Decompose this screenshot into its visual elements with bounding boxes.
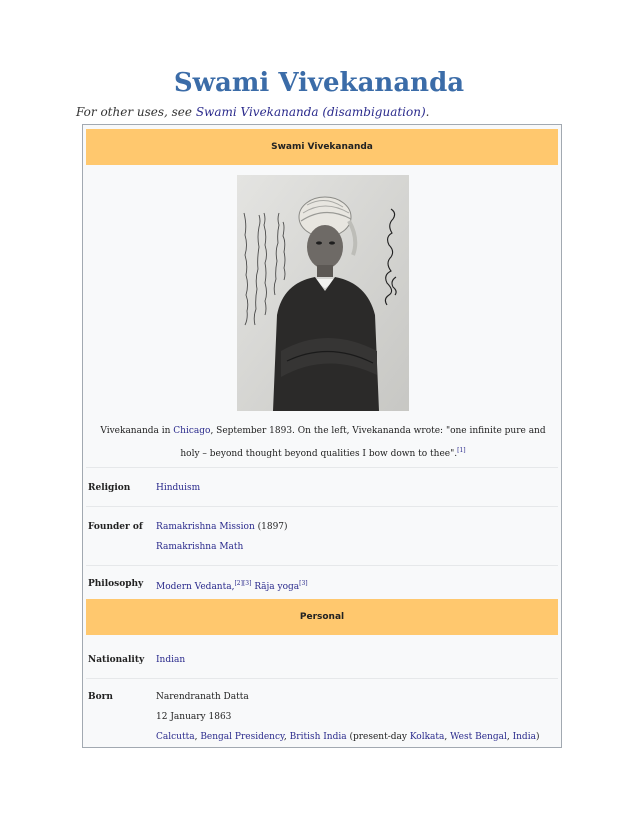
born-label: Born (88, 692, 113, 702)
nationality-value (156, 650, 185, 670)
nationality-label: Nationality (88, 655, 145, 665)
close-paren: ) (535, 732, 540, 742)
west-bengal-link[interactable]: West Bengal (450, 732, 507, 742)
hatnote-suffix: . (425, 105, 430, 119)
religion-label: Religion (88, 483, 131, 493)
portrait-photo[interactable] (237, 175, 409, 411)
personal-header: Personal (86, 599, 558, 635)
philosophy-value (156, 574, 308, 597)
infobox-header: Swami Vivekananda (86, 129, 558, 165)
indian-link[interactable]: Indian (156, 655, 186, 665)
modern-vedanta-link[interactable]: Modern Vedanta, (156, 582, 235, 592)
founder-value (156, 517, 288, 557)
disambiguation-link[interactable]: Swami Vivekananda (disambiguation) (195, 105, 426, 119)
birth-place: Calcutta, Bengal Presidency, British India (present-day Kolkata, West Bengal, India) (156, 732, 540, 742)
ramakrishna-mission-link[interactable]: Ramakrishna Mission (156, 522, 255, 532)
ref-2-3-link[interactable]: [2][3] (234, 580, 252, 587)
hatnote-prefix: For other uses, see (76, 105, 196, 119)
row-divider (86, 467, 558, 468)
birth-date: 12 January 1863 (156, 712, 232, 722)
ramakrishna-math-link[interactable]: Ramakrishna Math (156, 542, 244, 552)
raja-yoga-link[interactable]: Rāja yoga (254, 582, 300, 592)
born-value (156, 687, 539, 747)
page-title: Swami Vivekananda (173, 68, 465, 98)
british-india-link[interactable]: British India (289, 732, 347, 742)
caption-post: , September 1893. On the left, Vivekananda wrote: "one infinite pure and holy – beyond thought beyond qualities I bow down to thee". (180, 426, 546, 459)
row-divider (86, 565, 558, 566)
present-day-text: (present-day (346, 732, 410, 742)
kolkata-link[interactable]: Kolkata (409, 732, 445, 742)
portrait-svg (237, 175, 409, 411)
calcutta-link[interactable]: Calcutta (156, 732, 195, 742)
india-link[interactable]: India (512, 732, 536, 742)
religion-value (156, 478, 200, 498)
infobox (82, 124, 562, 748)
birth-name: Narendranath Datta (156, 692, 249, 702)
mission-year: (1897) (254, 522, 288, 532)
chicago-link[interactable]: Chicago (173, 426, 211, 436)
ref-1-link[interactable]: [1] (457, 447, 466, 454)
caption-pre: Vivekananda in (100, 426, 174, 436)
philosophy-label: Philosophy (88, 579, 144, 589)
founder-label: Founder of (88, 522, 143, 532)
hatnote (76, 105, 429, 119)
row-divider (86, 678, 558, 679)
bengal-presidency-link[interactable]: Bengal Presidency (200, 732, 284, 742)
row-divider (86, 506, 558, 507)
ref-3-link[interactable]: [3] (299, 580, 308, 587)
hinduism-link[interactable]: Hinduism (156, 483, 201, 493)
photo-caption (93, 421, 553, 464)
